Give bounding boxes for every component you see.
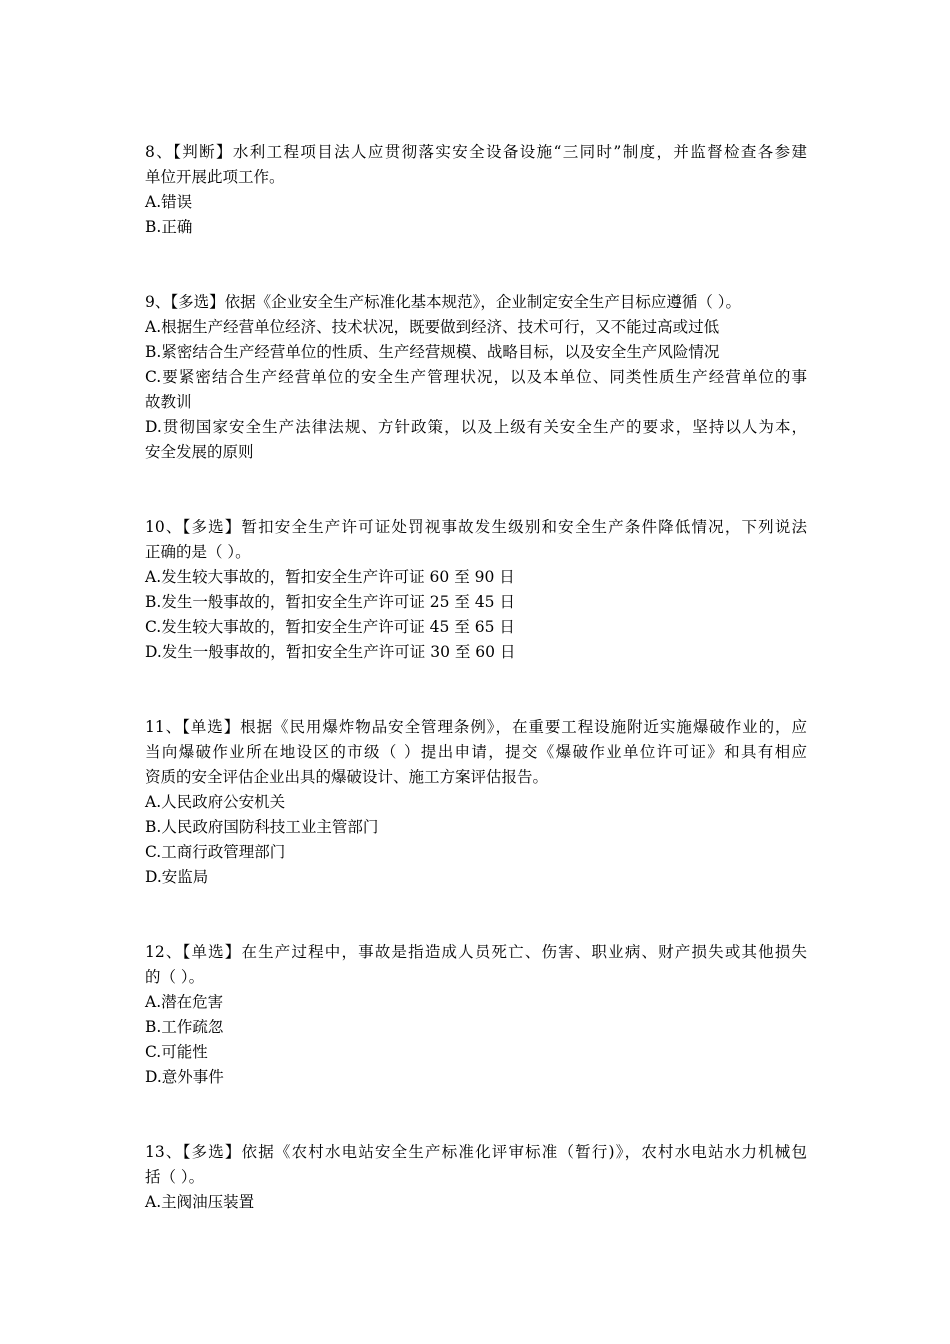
question-stem-line: 13、【多选】依据《农村水电站安全生产标准化评审标准（暂行)》，农村水电站水力机械包 [145,1143,807,1161]
option-b: B.紧密结合生产经营单位的性质、生产经营规模、战略目标，以及安全生产风险情况 [145,343,720,361]
option-a: A.人民政府公安机关 [145,793,286,811]
question-stem-line: 的（ ）。 [145,968,205,986]
option-b: B.人民政府国防科技工业主管部门 [145,818,379,836]
option-d: D.发生一般事故的，暂扣安全生产许可证 30 至 60 日 [145,643,516,661]
question-stem-line: 8、【判断】水利工程项目法人应贯彻落实安全设备设施“三同时”制度，并监督检查各参建 [145,143,807,161]
question-stem-line: 当向爆破作业所在地设区的市级（ ）提出申请，提交《爆破作业单位许可证》和具有相应 [145,743,807,761]
question-stem-line: 10、【多选】暂扣安全生产许可证处罚视事故发生级别和安全生产条件降低情况，下列说法 [145,518,807,536]
option-d: D.贯彻国家安全生产法律法规、方针政策，以及上级有关安全生产的要求，坚持以人为本， [145,418,807,436]
question-stem-line: 12、【单选】在生产过程中，事故是指造成人员死亡、伤害、职业病、财产损失或其他损失 [145,943,807,961]
question-spacer [145,665,807,715]
question-spacer [145,1090,807,1140]
option-d: D.安监局 [145,868,209,886]
question-spacer [145,465,807,515]
option-c: C.工商行政管理部门 [145,843,286,861]
option-a: A.主阀油压装置 [145,1193,255,1211]
option-c: C.发生较大事故的，暂扣安全生产许可证 45 至 65 日 [145,618,515,636]
question-stem-line: 资质的安全评估企业出具的爆破设计、施工方案评估报告。 [145,768,549,786]
question-list [145,140,807,1215]
option-c: C.要紧密结合生产经营单位的安全生产管理状况，以及本单位、同类性质生产经营单位的事 [145,368,807,386]
option-b: B.正确 [145,218,193,236]
question-stem-line: 11、【单选】根据《民用爆炸物品安全管理条例》，在重要工程设施附近实施爆破作业的，应 [145,718,807,736]
option-a: A.根据生产经营单位经济、技术状况，既要做到经济、技术可行，又不能过高或过低 [145,318,720,336]
question-stem-line: 括（ ）。 [145,1168,205,1186]
option-d-continued: 安全发展的原则 [145,443,254,461]
question-12 [145,940,807,1090]
question-stem-line: 单位开展此项工作。 [145,168,285,186]
option-a: A.潜在危害 [145,993,224,1011]
question-9 [145,290,807,465]
option-b: B.工作疏忽 [145,1018,224,1036]
question-8 [145,140,807,240]
question-13 [145,1140,807,1215]
question-11 [145,715,807,890]
option-a: A.错误 [145,193,193,211]
option-a: A.发生较大事故的，暂扣安全生产许可证 60 至 90 日 [145,568,515,586]
question-spacer [145,890,807,940]
option-c: C.可能性 [145,1043,208,1061]
question-10 [145,515,807,665]
question-spacer [145,240,807,290]
option-d: D.意外事件 [145,1068,224,1086]
question-stem-line: 9、【多选】依据《企业安全生产标准化基本规范》，企业制定安全生产目标应遵循（ ）。 [145,293,742,311]
question-stem-line: 正确的是（ ）。 [145,543,251,561]
option-c-continued: 故教训 [145,393,192,411]
option-b: B.发生一般事故的，暂扣安全生产许可证 25 至 45 日 [145,593,515,611]
